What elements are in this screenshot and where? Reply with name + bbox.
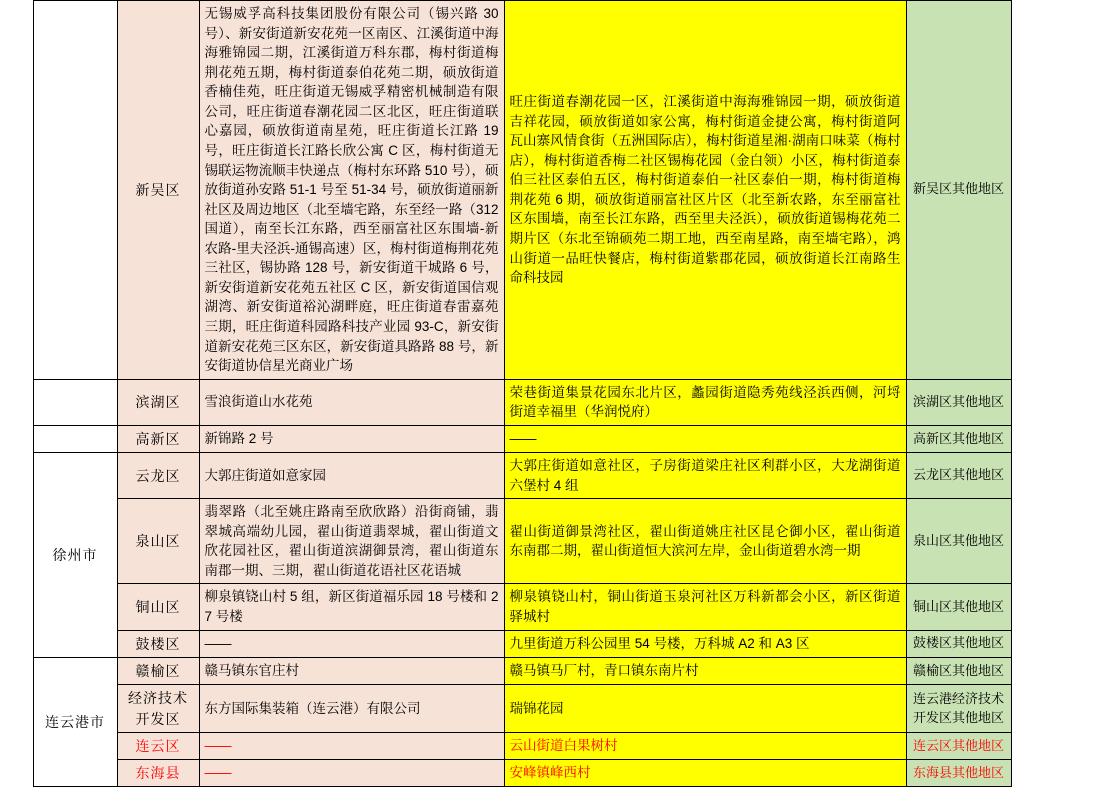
row-spacer-right bbox=[1011, 685, 1097, 733]
medium-risk-cell: 云山街道白果树村 bbox=[504, 732, 906, 759]
table-row bbox=[0, 425, 1097, 452]
district-cell: 鼓楼区 bbox=[117, 630, 199, 657]
city-cell bbox=[33, 425, 117, 452]
high-risk-cell: 赣马镇东官庄村 bbox=[199, 657, 504, 684]
district-cell: 铜山区 bbox=[117, 584, 199, 630]
table-row bbox=[0, 379, 1097, 425]
row-spacer-right bbox=[1011, 760, 1097, 787]
city-cell bbox=[33, 1, 117, 380]
row-spacer bbox=[0, 1, 33, 380]
row-spacer bbox=[0, 630, 33, 657]
city-cell: 连云港市 bbox=[33, 657, 117, 786]
row-spacer-right bbox=[1011, 584, 1097, 630]
low-risk-cell: 云龙区其他地区 bbox=[906, 453, 1011, 499]
low-risk-cell: 赣榆区其他地区 bbox=[906, 657, 1011, 684]
low-risk-cell: 连云港经济技术开发区其他地区 bbox=[906, 685, 1011, 733]
low-risk-cell: 滨湖区其他地区 bbox=[906, 379, 1011, 425]
table-row bbox=[0, 732, 1097, 759]
low-risk-cell: 泉山区其他地区 bbox=[906, 499, 1011, 584]
low-risk-cell: 新吴区其他地区 bbox=[906, 1, 1011, 380]
high-risk-cell: —— bbox=[199, 732, 504, 759]
row-spacer bbox=[0, 425, 33, 452]
medium-risk-cell: 旺庄街道春潮花园一区，江溪街道中海海雅锦园一期，硕放街道吉祥花园，硕放街道如家公寓，梅村街道金捷公寓，梅村街道阿瓦山寨风情食街（五洲国际店），梅村街道星湘·湖南口味菜（梅村店），梅村街道香梅二社区锡梅花园（金白领）小区，梅村街道泰伯三社区泰伯五区，梅村街道泰伯一社区泰伯一期，梅村街道梅荆花苑 6 期，硕放街道丽富社区片区（北至新农路，东至丽富社区东围墙，南至长江东路，西至里夫泾浜），硕放街道锡梅花苑二期片区（东北至锦硕苑二期工地，西至南星路，南至墙宅路），鸿山街道一品旺快餐店，梅村街道紫郡花园，硕放街道长江南路生命科技园 bbox=[504, 1, 906, 380]
medium-risk-cell: 大郭庄街道如意社区，子房街道梁庄社区利群小区，大龙湖街道六堡村 4 组 bbox=[504, 453, 906, 499]
district-cell: 经济技术开发区 bbox=[117, 685, 199, 733]
row-spacer bbox=[0, 760, 33, 787]
high-risk-cell: —— bbox=[199, 630, 504, 657]
table-row bbox=[0, 630, 1097, 657]
district-cell: 云龙区 bbox=[117, 453, 199, 499]
city-cell: 徐州市 bbox=[33, 453, 117, 658]
district-cell: 新吴区 bbox=[117, 1, 199, 380]
row-spacer-right bbox=[1011, 379, 1097, 425]
high-risk-cell: —— bbox=[199, 760, 504, 787]
row-spacer-right bbox=[1011, 425, 1097, 452]
row-spacer bbox=[0, 685, 33, 733]
district-cell: 赣榆区 bbox=[117, 657, 199, 684]
medium-risk-cell: 赣马镇马厂村，青口镇东南片村 bbox=[504, 657, 906, 684]
district-cell: 滨湖区 bbox=[117, 379, 199, 425]
high-risk-cell: 新锦路 2 号 bbox=[199, 425, 504, 452]
row-spacer-right bbox=[1011, 499, 1097, 584]
row-spacer bbox=[0, 499, 33, 584]
row-spacer bbox=[0, 453, 33, 499]
medium-risk-cell: 九里街道万科公园里 54 号楼，万科城 A2 和 A3 区 bbox=[504, 630, 906, 657]
medium-risk-cell: 翟山街道御景湾社区，翟山街道姚庄社区昆仑御小区，翟山街道东南郡二期，翟山街道恒大滨河左岸，金山街道碧水湾一期 bbox=[504, 499, 906, 584]
high-risk-cell: 翡翠路（北至姚庄路南至欣欣路）沿街商铺，翡翠城高端幼儿园，翟山街道翡翠城，翟山街道文欣花园社区，翟山街道滨湖御景湾，翟山街道东南郡一期、三期，翟山街道花语社区花语城 bbox=[199, 499, 504, 584]
table-row bbox=[0, 499, 1097, 584]
high-risk-cell: 柳泉镇铙山村 5 组，新区街道福乐园 18 号楼和 27 号楼 bbox=[199, 584, 504, 630]
low-risk-cell: 连云区其他地区 bbox=[906, 732, 1011, 759]
medium-risk-cell: —— bbox=[504, 425, 906, 452]
high-risk-cell: 大郭庄街道如意家园 bbox=[199, 453, 504, 499]
high-risk-cell: 东方国际集装箱（连云港）有限公司 bbox=[199, 685, 504, 733]
city-cell bbox=[33, 379, 117, 425]
table-row bbox=[0, 453, 1097, 499]
table-row bbox=[0, 657, 1097, 684]
high-risk-cell: 无锡威孚高科技集团股份有限公司（锡兴路 30 号）、新安街道新安花苑一区南区、江溪街道中海海雅锦园二期，江溪街道万科东郡，梅村街道梅荆花苑五期，梅村街道泰伯花苑二期，硕放街道香楠佳苑，旺庄街道无锡威孚精密机械制造有限公司，旺庄街道春潮花园二区北区，旺庄街道联心嘉园，硕放街道南星苑，旺庄街道长江路 19 号，旺庄街道长江路长欣公寓 C 区，梅村街道无锡联运物流顺丰快递点（梅村东环路 510 号），硕放街道孙安路 51-1 号至 51-34 号，硕放街道丽新社区及周边地区（北至墙宅路，东至经一路（312 国道），南至长江东路，西至丽富社区东围墙-新农路-里夫泾浜-通锡高速）区，梅村街道梅荆花苑三社区，锡协路 128 号，新安街道干城路 6 号，新安街道新安花苑五社区 C 区，新安街道国信观湖湾、新安街道裕沁湖畔庭，旺庄街道春雷嘉苑三期，旺庄街道科园路科技产业园 93-C，新安街道新安花苑三区东区，新安街道具路路 88 号，新安街道协信星光商业广场 bbox=[199, 1, 504, 380]
table-row bbox=[0, 584, 1097, 630]
low-risk-cell: 鼓楼区其他地区 bbox=[906, 630, 1011, 657]
medium-risk-cell: 柳泉镇铙山村，铜山街道玉泉河社区万科新都会小区，新区街道驿城村 bbox=[504, 584, 906, 630]
table-row bbox=[0, 760, 1097, 787]
row-spacer-right bbox=[1011, 1, 1097, 380]
medium-risk-cell: 瑞锦花园 bbox=[504, 685, 906, 733]
low-risk-cell: 高新区其他地区 bbox=[906, 425, 1011, 452]
row-spacer-right bbox=[1011, 453, 1097, 499]
row-spacer-right bbox=[1011, 732, 1097, 759]
district-cell: 高新区 bbox=[117, 425, 199, 452]
district-cell: 东海县 bbox=[117, 760, 199, 787]
row-spacer-right bbox=[1011, 657, 1097, 684]
row-spacer bbox=[0, 732, 33, 759]
high-risk-cell: 雪浪街道山水花苑 bbox=[199, 379, 504, 425]
district-cell: 泉山区 bbox=[117, 499, 199, 584]
row-spacer bbox=[0, 584, 33, 630]
district-cell: 连云区 bbox=[117, 732, 199, 759]
row-spacer-right bbox=[1011, 630, 1097, 657]
row-spacer bbox=[0, 657, 33, 684]
row-spacer bbox=[0, 379, 33, 425]
low-risk-cell: 东海县其他地区 bbox=[906, 760, 1011, 787]
medium-risk-cell: 荣巷街道集景花园东北片区，蠡园街道隐秀苑线泾浜西侧，河埒街道幸福里（华润悦府） bbox=[504, 379, 906, 425]
low-risk-cell: 铜山区其他地区 bbox=[906, 584, 1011, 630]
table-row bbox=[0, 1, 1097, 380]
medium-risk-cell: 安峰镇峰西村 bbox=[504, 760, 906, 787]
table-row bbox=[0, 685, 1097, 733]
